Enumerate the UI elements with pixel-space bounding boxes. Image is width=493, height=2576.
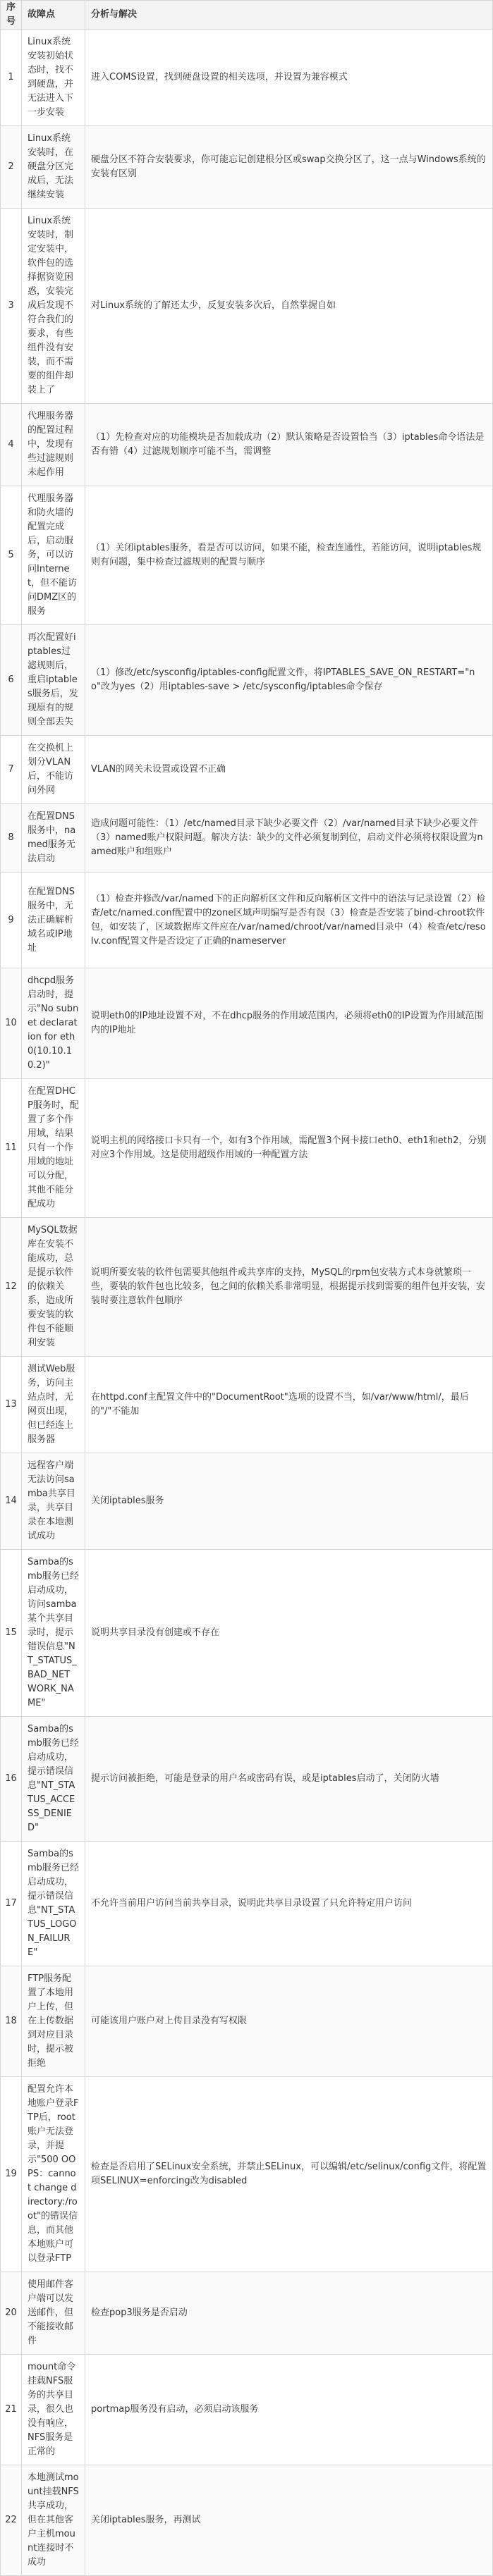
row-number: 4 (1, 404, 22, 486)
row-number: 6 (1, 625, 22, 736)
row-number: 8 (1, 804, 22, 873)
fault-cell: 代理服务器和防火墙的配置完成后，启动服务，可以访问Internet，但不能访问DMZ区的服务 (22, 486, 85, 625)
row-number: 1 (1, 30, 22, 126)
table-row (1, 1550, 493, 1717)
row-number: 15 (1, 1550, 22, 1717)
table-row (1, 968, 493, 1079)
row-number: 19 (1, 2077, 22, 2272)
fault-cell: Samba的smb服务已经启动成功，提示错误信息"NT_STATUS_LOGON_FAILURE" (22, 1842, 85, 1966)
analysis-cell: 说明共享目录没有创建或不存在 (85, 1550, 493, 1717)
table-row (1, 404, 493, 486)
table-row (1, 1717, 493, 1842)
fault-cell: 在配置DNS服务中，无法正确解析域名或IP地址 (22, 873, 85, 968)
table-row (1, 1453, 493, 1550)
row-number: 18 (1, 1966, 22, 2077)
analysis-cell: 说明eth0的IP地址设置不对，不在dhcp服务的作用域范围内，必须将eth0的IP设置为作用域范围内的IP地址 (85, 968, 493, 1079)
fault-cell: 在交换机上划分VLAN后，不能访问外网 (22, 736, 85, 804)
fault-cell: Samba的smb服务已经启动成功，访问samba某个共享目录时，提示错误信息"NT_STATUS_BAD_NETWORK_NAME" (22, 1550, 85, 1717)
analysis-cell: 检查是否启用了SELinux安全系统，并禁止SELinux，可以编辑/etc/selinux/config文件，将配置项SELINUX=enforcing改为disabled (85, 2077, 493, 2272)
fault-cell: 使用邮件客户端可以发送邮件，但不能接收邮件 (22, 2272, 85, 2355)
row-number: 3 (1, 209, 22, 404)
table-row (1, 625, 493, 736)
table-row (1, 30, 493, 126)
fault-cell: 代理服务器的配置过程中，发现有些过滤规则未起作用 (22, 404, 85, 486)
table-row (1, 2355, 493, 2465)
row-number: 17 (1, 1842, 22, 1966)
fault-cell: Linux系统安装时，制定安装中，软件包的选择据资览困惑，安装完成后发现不符合我们的要求，有些组件没有安装，而不需要的组件却装上了 (22, 209, 85, 404)
analysis-cell: 硬盘分区不符合安装要求，你可能忘记创建根分区或swap交换分区了，这一点与Windows系统的安装有区别 (85, 126, 493, 209)
fault-cell: 远程客户端无法访问samba共享目录，共享目录在本地测试成功 (22, 1453, 85, 1550)
row-number: 16 (1, 1717, 22, 1842)
table-row (1, 1079, 493, 1218)
row-number: 9 (1, 873, 22, 968)
analysis-cell: （1）修改/etc/sysconfig/iptables-config配置文件，将IPTABLES_SAVE_ON_RESTART="no"改为yes（2）用iptables-save > /etc/sysconfig/iptables命令保存 (85, 625, 493, 736)
analysis-cell: 不允许当前用户访问当前共享目录，说明此共享目录设置了只允许特定用户访问 (85, 1842, 493, 1966)
analysis-cell: portmap服务没有启动，必须启动该服务 (85, 2355, 493, 2465)
table-row (1, 2465, 493, 2576)
row-number: 2 (1, 126, 22, 209)
fault-cell: dhcpd服务启动时，提示"No subnet declaration for eth0(10.10.10.2)" (22, 968, 85, 1079)
fault-cell: 在配置DHCP服务时，配置了多个作用域，结果只有一个作用域的地址可以分配，其他不能分配成功 (22, 1079, 85, 1218)
fault-cell: 配置允许本地账户登录FTP后，root账户无法登录，并提示"500 OOPS：cannot change directory:/root"的错误信息，而其他本地账户可以登录FTP (22, 2077, 85, 2272)
fault-cell: 再次配置好iptables过滤规则后，重启iptables服务后，发现原有的规则全部丢失 (22, 625, 85, 736)
analysis-cell: （1）检查并修改/var/named下的正向解析区文件和反向解析区文件中的语法与记录设置（2）检查/etc/named.conf配置中的zone区域声明编写是否有误（3）检查是否安装了bind-chroot软件包，如安装了，区域数据库文件应在/var/named/chroot/var/named目录中（4）检查/etc/resolv.conf配置文件是否设定了正确的nameserver (85, 873, 493, 968)
row-number: 7 (1, 736, 22, 804)
fault-cell: MySQL数据库在安装不能成功，总是提示软件的依赖关系，造成所要安装的软件包不能顺利安装 (22, 1218, 85, 1357)
analysis-cell: 说明主机的网络接口卡只有一个，如有3个作用域，需配置3个网卡接口eth0、eth1和eth2，分别对应3个作用域。这是使用超级作用域的一种配置方法 (85, 1079, 493, 1218)
table-row (1, 804, 493, 873)
column-header-no: 序号 (1, 1, 22, 30)
analysis-cell: （1）先检查对应的功能模块是否加载成功（2）默认策略是否设置恰当（3）iptables命令语法是否有错（4）过滤规划顺序可能不当，需调整 (85, 404, 493, 486)
row-number: 20 (1, 2272, 22, 2355)
fault-cell: Linux系统安装时，在硬盘分区完成后，无法继续安装 (22, 126, 85, 209)
table-row (1, 1966, 493, 2077)
analysis-cell: 提示访问被拒绝，可能是登录的用户名或密码有误，或是iptables启动了，关闭防火墙 (85, 1717, 493, 1842)
row-number: 14 (1, 1453, 22, 1550)
table-row (1, 126, 493, 209)
row-number: 13 (1, 1357, 22, 1453)
analysis-cell: VLAN的网关未设置或设置不正确 (85, 736, 493, 804)
row-number: 5 (1, 486, 22, 625)
analysis-cell: 在httpd.conf主配置文件中的"DocumentRoot"选项的设置不当，如/var/www/html/，最后的"/"不能加 (85, 1357, 493, 1453)
row-number: 12 (1, 1218, 22, 1357)
column-header-analysis: 分析与解决 (85, 1, 493, 30)
fault-cell: mount命令挂载NFS服务的共享目录，很久也没有响应，NFS服务是正常的 (22, 2355, 85, 2465)
table-row (1, 873, 493, 968)
table-row (1, 209, 493, 404)
table-row (1, 486, 493, 625)
fault-cell: 测试Web服务，访问主站点时，无网页出现，但已经连上服务器 (22, 1357, 85, 1453)
analysis-cell: 可能该用户账户对上传目录没有写权限 (85, 1966, 493, 2077)
analysis-cell: 检查pop3服务是否启动 (85, 2272, 493, 2355)
table-row (1, 736, 493, 804)
row-number: 11 (1, 1079, 22, 1218)
analysis-cell: 造成问题可能性：（1）/etc/named目录下缺少必要文件（2）/var/named目录下缺少必要文件（3）named账户权限问题。解决方法：缺少的文件必须复制到位，启动文件必须将权限设置为named账户和组账户 (85, 804, 493, 873)
fault-cell: 本地测试mount挂载NFS共享成功，但在其他客户主机mount连接时不成功 (22, 2465, 85, 2576)
analysis-cell: 关闭iptables服务，再测试 (85, 2465, 493, 2576)
row-number: 21 (1, 2355, 22, 2465)
row-number: 10 (1, 968, 22, 1079)
column-header-fault: 故障点 (22, 1, 85, 30)
fault-cell: 在配置DNS服务中，named服务无法启动 (22, 804, 85, 873)
table-row (1, 1842, 493, 1966)
fault-cell: Linux系统安装初始状态时，找不到硬盘，并无法进入下一步安装 (22, 30, 85, 126)
analysis-cell: 进入COMS设置，找到硬盘设置的相关选项，并设置为兼容模式 (85, 30, 493, 126)
analysis-cell: 说明所要安装的软件包需要其他组件或共享库的支持，MySQL的rpm包安装方式本身就繁琐一些，要装的软件包也比较多，包之间的依赖关系非常明显，根据提示找到需要的组件包并安装，安装时要注意软件包顺序 (85, 1218, 493, 1357)
analysis-cell: 关闭iptables服务 (85, 1453, 493, 1550)
table-row (1, 2272, 493, 2355)
row-number: 22 (1, 2465, 22, 2576)
analysis-cell: （1）关闭iptables服务，看是否可以访问，如果不能，检查连通性，若能访问，说明iptables规则有问题，集中检查过滤规则的配置与顺序 (85, 486, 493, 625)
analysis-cell: 对Linux系统的了解还太少，反复安装多次后，自然掌握自如 (85, 209, 493, 404)
fault-cell: Samba的smb服务已经启动成功，提示错误信息"NT_STATUS_ACCESS_DENIED" (22, 1717, 85, 1842)
fault-cell: FTP服务配置了本地用户上传，但在上传数据到对应目录时，提示被拒绝 (22, 1966, 85, 2077)
table-row (1, 2077, 493, 2272)
table-header-row (1, 1, 493, 30)
table-row (1, 1357, 493, 1453)
table-row (1, 1218, 493, 1357)
